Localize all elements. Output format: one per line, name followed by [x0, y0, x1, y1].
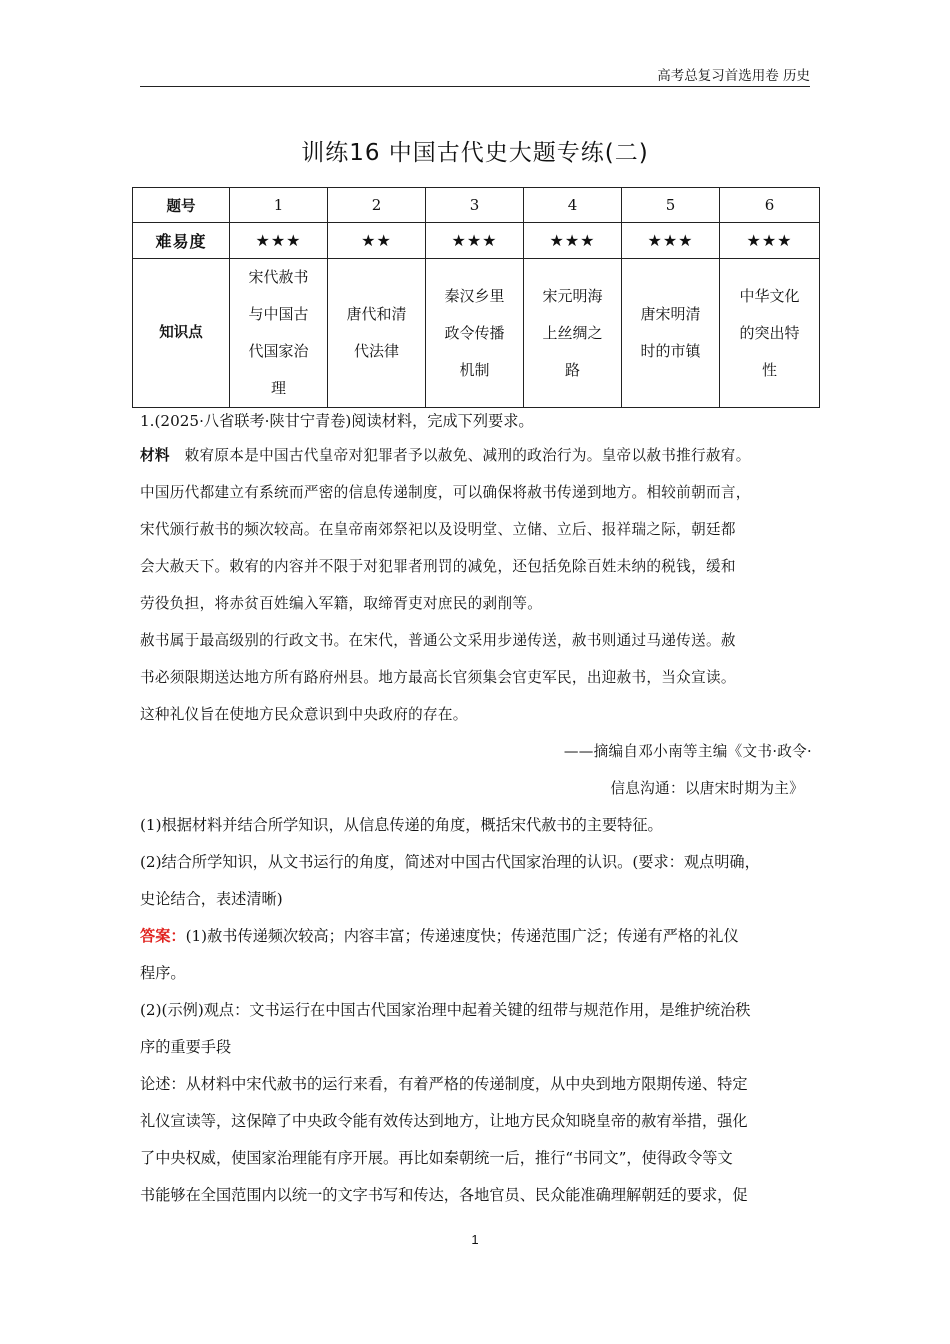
material-line: 中国历代都建立有系统而严密的信息传递制度，可以确保将赦书传递到地方。相较前朝而言，	[140, 484, 751, 501]
material-line: 劳役负担，将赤贫百姓编入军籍，取缔胥吏对庶民的剥削等。	[140, 595, 543, 612]
answer-line: (2)(示例)观点：文书运行在中国古代国家治理中起着关键的纽带与规范作用，是维护统治秩	[140, 1001, 751, 1019]
topic-cell	[524, 259, 622, 408]
topic-line: 代法律	[353, 342, 399, 360]
answer-line: 书能够在全国范围内以统一的文字书写和传达，各地官员、民众能准确理解朝廷的要求，促	[140, 1186, 748, 1204]
question-number-cell: 3	[426, 188, 524, 223]
difficulty-stars: ★★★	[524, 223, 622, 259]
answer-line: 礼仪宣读等，这保障了中央政令能有效传达到地方，让地方民众知晓皇帝的赦宥举措，强化	[140, 1112, 748, 1130]
question-number-cell: 2	[328, 188, 426, 223]
answer-line: 序的重要手段	[140, 1038, 232, 1056]
topic-cell	[230, 259, 328, 408]
material-line: 会大赦天下。敕宥的内容并不限于对犯罪者刑罚的减免，还包括免除百姓未纳的税钱，缓和	[140, 558, 736, 575]
sub-question: 史论结合，表述清晰)	[140, 890, 283, 908]
sub-question: (2)结合所学知识，从文书运行的角度，简述对中国古代国家治理的认识。(要求：观点明确，	[140, 853, 760, 871]
topic-line: 时的市镇	[640, 342, 701, 360]
topic-line: 性	[761, 360, 777, 379]
answer-text: (1)赦书传递频次较高；内容丰富；传递速度快；传递范围广泛；传递有严格的礼仪	[185, 927, 739, 945]
exercise-info-table	[132, 187, 820, 408]
topic-cell	[720, 259, 820, 408]
topic-cell	[622, 259, 720, 408]
topic-line: 代国家治	[248, 342, 309, 360]
question-intro: 1.(2025·八省联考·陕甘宁青卷)阅读材料，完成下列要求。	[140, 412, 534, 430]
table-row-topics	[133, 259, 820, 408]
material-line: 赦书属于最高级别的行政文书。在宋代，普通公文采用步递传送，赦书则通过马递传送。赦	[140, 632, 736, 649]
row-label-number: 题号	[133, 188, 230, 223]
difficulty-stars: ★★★	[622, 223, 720, 259]
answer-line: 程序。	[140, 964, 186, 982]
difficulty-stars: ★★★	[230, 223, 328, 259]
difficulty-stars: ★★★	[720, 223, 820, 259]
table-row-number	[133, 188, 820, 223]
row-label-difficulty: 难易度	[133, 223, 230, 259]
answer-label: 答案：	[140, 927, 186, 945]
answer-line: 了中央权威，使国家治理能有序开展。再比如秦朝统一后，推行“书同文”，使得政令等文	[140, 1149, 733, 1167]
answer-line: 论述：从材料中宋代赦书的运行来看，有着严格的传递制度，从中央到地方限期传递、特定	[140, 1075, 748, 1093]
topic-cell	[426, 259, 524, 408]
answer-line	[140, 918, 812, 955]
question-number-cell: 5	[622, 188, 720, 223]
row-label-topics: 知识点	[133, 259, 230, 408]
material-line: 宋代颁行赦书的频次较高。在皇帝南郊祭祀以及设明堂、立储、立后、报祥瑞之际，朝廷都	[140, 521, 736, 538]
material-label: 材料	[140, 447, 170, 464]
topic-line: 宋代赦书	[248, 268, 309, 286]
topic-line: 的突出特	[739, 323, 800, 342]
material-line	[140, 437, 812, 474]
material-text: 敕宥原本是中国古代皇帝对犯罪者予以赦免、减刑的政治行为。皇帝以赦书推行赦宥。	[184, 447, 751, 464]
header-text: 高考总复习首选用卷 历史	[657, 68, 810, 84]
topic-line: 路	[564, 360, 580, 379]
question-number-cell: 6	[720, 188, 820, 223]
material-line: 这种礼仪旨在使地方民众意识到中央政府的存在。	[140, 706, 468, 723]
page-title: 训练16 中国古代史大题专练(二)	[301, 140, 649, 166]
source-citation: 信息沟通：以唐宋时期为主》	[610, 780, 804, 797]
table-row-difficulty	[133, 223, 820, 259]
question-body	[140, 405, 812, 1214]
source-citation: ——摘编自邓小南等主编《文书·政令·	[563, 743, 812, 760]
topic-line: 宋元明海	[542, 286, 603, 305]
topic-line: 中华文化	[739, 286, 800, 305]
material-line: 书必须限期送达地方所有路府州县。地方最高长官须集会官吏军民，出迎赦书，当众宣读。	[140, 669, 736, 686]
difficulty-stars: ★★★	[426, 223, 524, 259]
topic-line: 与中国古	[248, 305, 309, 323]
page-header	[140, 66, 810, 87]
topic-line: 理	[270, 379, 286, 397]
sub-question: (1)根据材料并结合所学知识，从信息传递的角度，概括宋代赦书的主要特征。	[140, 816, 663, 834]
topic-cell	[328, 259, 426, 408]
page-number: 1	[471, 1232, 479, 1247]
topic-line: 唐宋明清	[640, 305, 701, 323]
topic-line: 政令传播	[444, 323, 505, 342]
question-number-cell: 4	[524, 188, 622, 223]
difficulty-stars: ★★	[328, 223, 426, 259]
topic-line: 唐代和清	[346, 305, 407, 323]
topic-line: 秦汉乡里	[444, 286, 505, 305]
topic-line: 机制	[459, 360, 490, 379]
topic-line: 上丝绸之	[542, 323, 603, 342]
question-number-cell: 1	[230, 188, 328, 223]
